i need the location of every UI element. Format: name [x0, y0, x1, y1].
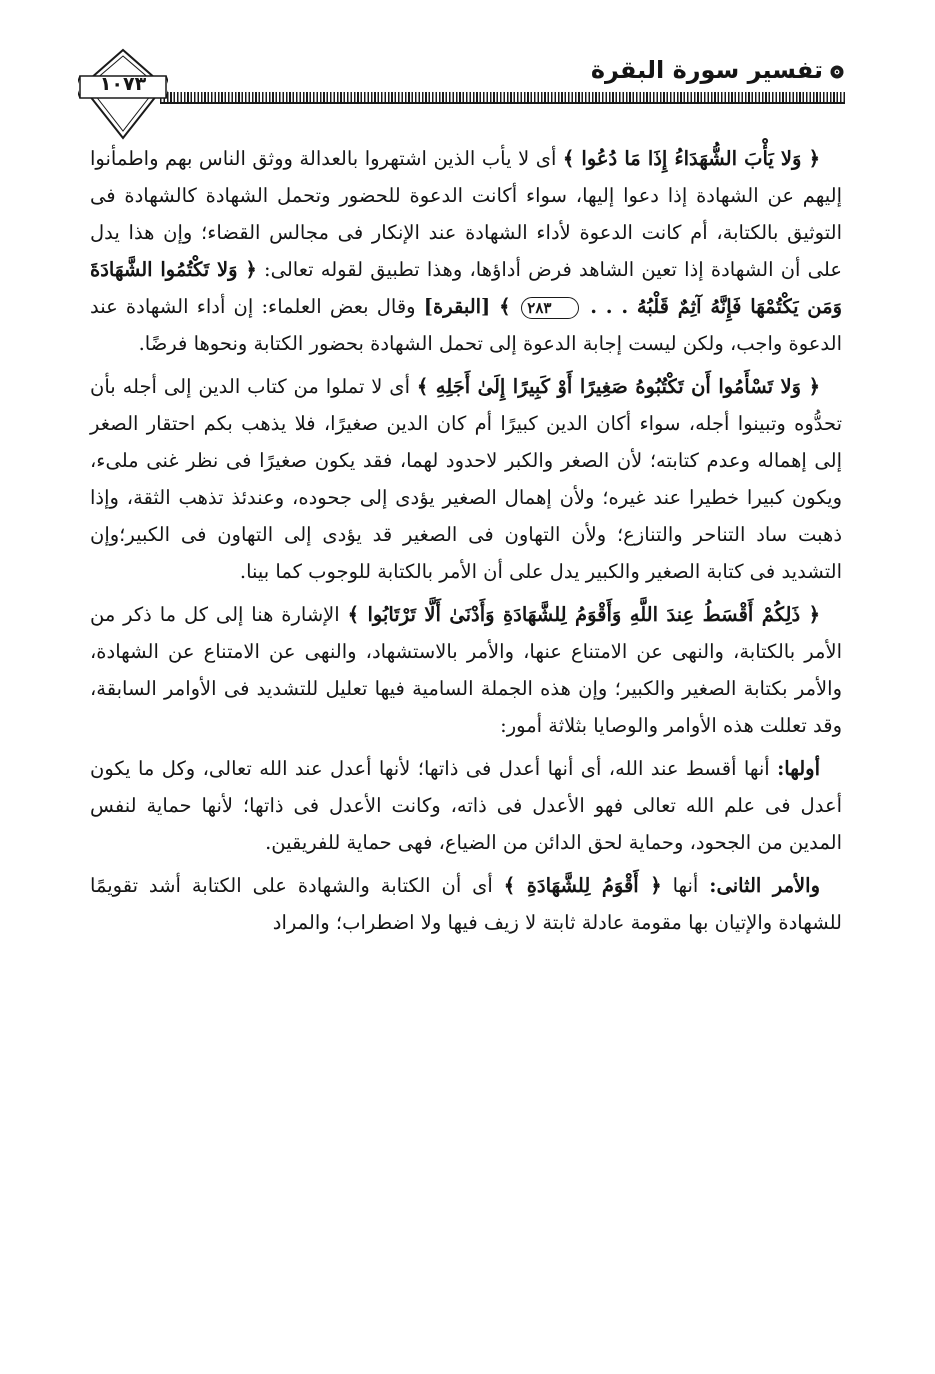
paragraph-text: الإشارة هنا إلى كل ما ذكر من الأمر بالكتابة، والنهى عن الامتناع عنها، والأمر بالاستشهاد، والنهى عن الامتناع عن الشهادة، والأمر بكتابة الصغير والكبير؛ وإن هذه الجملة السامية فيها تعليل للتشديد فى الأوامر السابقة، وقد تعللت هذه الأوامر والوصايا بثلاثة أمور: [90, 603, 842, 737]
paragraph-text: أى لا يأب الذين اشتهروا بالعدالة ووثق الناس بهم واطمأنوا إليهم عن الشهادة إذا دعوا إليها، سواء أكانت الدعوة للحضور وتحمل الشهادة كالشهادة فى التوثيق بالكتابة، أم كانت الدعوة لأداء الشهادة عند الإنكار فى مجالس القضاء؛ وإن هذا يدل على أن الشهادة إذا تعين الشاهد فرض أداؤها، وهذا تطبيق لقوله تعالى: [90, 147, 842, 281]
quran-quote: ﴿ وَلا تَسْأَمُوا أَن تَكْتُبُوهُ صَغِيرًا أَوْ كَبِيرًا إِلَىٰ أَجَلِهِ ﴾ [416, 375, 820, 398]
quran-quote: ﴿ أَقْوَمُ لِلشَّهَادَةِ ﴾ [503, 874, 662, 897]
running-title: تفسير سورة البقرة [590, 56, 823, 84]
paragraph-text: وقال بعض العلماء: إن أداء الشهادة عند الدعوة واجب، ولكن ليست إجابة الدعوة إلى تحمل الشهادة بحضور الكتابة ونحوها فرضًا. [90, 295, 842, 355]
paragraph-5 [90, 867, 842, 941]
point-heading: أولها: [777, 757, 820, 780]
page-number: ١٠٧٣ [99, 73, 147, 95]
paragraph-2 [90, 368, 842, 590]
quran-close: ﴾ [499, 295, 520, 318]
paragraph-text: أى لا تملوا من كتاب الدين إلى أجله بأن تحدُّوه وتبينوا أجله، سواء أكان الدين كبيرًا أم كان الدين صغيرًا، فلا يذهب بكم احتقار الصغر إلى إهماله وعدم كتابته؛ لأن الصغر والكبر لاحدود لهما، فقد يكون صغيرًا فى نظر غنى ملىء، ويكون كبيرا خطيرا عند غيره؛ ولأن إهمال الصغير يؤدى إلى جحوده، وعندئذ تذهب الثقة، وإذا ذهبت ساد التناحر والتنازع؛ ولأن التهاون فى الصغير قد يؤدى إلى التهاون فى الكبير؛وإن التشديد فى كتابة الصغير والكبير يدل على أن الأمر بالكتابة للوجوب كما بينا. [90, 375, 842, 583]
paragraph-1 [90, 140, 842, 362]
paragraph-4 [90, 750, 842, 861]
paragraph-text: أى أن الكتابة والشهادة على الكتابة أشد تقويمًا للشهادة والإتيان بها مقومة عادلة ثابتة لا زيف فيها ولا اضطراب؛ والمراد [90, 874, 842, 934]
quran-quote: ﴿ ذَلِكُمْ أَقْسَطُ عِندَ اللَّهِ وَأَقْوَمُ لِلشَّهَادَةِ وَأَدْنَىٰ أَلَّا تَرْتَابُوا ﴾ [347, 603, 820, 626]
paragraph-3 [90, 596, 842, 744]
surah-name: [البقرة] [423, 295, 500, 318]
paragraph-text: أنها [661, 874, 710, 897]
quran-quote: ﴿ وَلا يَأْبَ الشُّهَدَاءُ إِذَا مَا دُعُوا ﴾ [562, 147, 820, 170]
page-body [90, 140, 842, 947]
quran-quote: ﴿ وَلا تَكْتُمُوا الشَّهَادَةَ وَمَن يَكْتُمْهَا فَإِنَّهُ آثِمٌ قَلْبُهُ . . . [90, 258, 843, 318]
header-rule-line [160, 102, 845, 104]
point-heading: والأمر الثانى: [709, 874, 820, 897]
page-header [0, 0, 935, 140]
flower-ornament-icon [829, 64, 845, 80]
verse-number-marker: ٢٨٣ [521, 297, 579, 319]
paragraph-text: أنها أقسط عند الله، أى أنها أعدل فى ذاتها؛ لأنها أعدل عند الله تعالى، وكل ما يكون أعدل فى علم الله تعالى فهو الأعدل فى ذاته، وكانت الأعدل فى ذاتها؛ لأنها حماية لنفس المدين من الجحود، وحماية لحق الدائن من الضياع، فهى حماية للفريقين. [90, 757, 842, 854]
